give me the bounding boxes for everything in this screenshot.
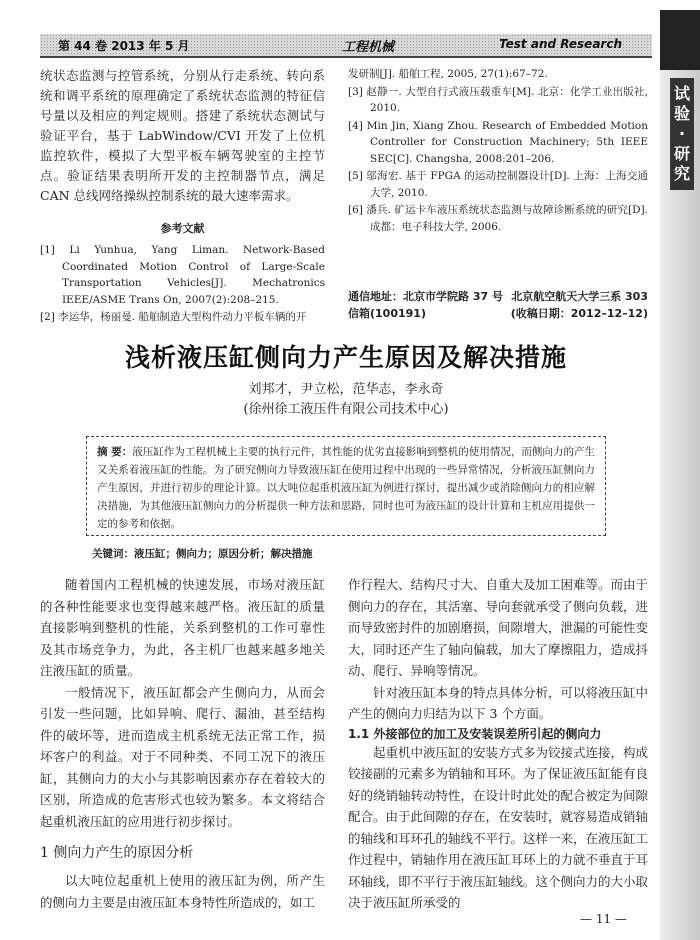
references-title: 参考文献 [160, 222, 205, 235]
journal-logo: 工程机械 [342, 40, 395, 55]
side-tab-top-block [660, 10, 700, 70]
article-title: 浅析液压缸侧向力产生原因及解决措施 [124, 343, 567, 372]
side-label-char: 研 [673, 144, 690, 163]
author-names: 刘邦才，尹立松，范华志，李永奇 [248, 382, 444, 397]
section-name: Test and Research [499, 37, 622, 51]
running-header [40, 34, 652, 58]
keywords: 关键词：液压缸；侧向力；原因分析；解决措施 [92, 548, 313, 560]
side-label-char: 究 [673, 164, 690, 183]
reference-item: [4] Min Jin, Xiang Zhou. Research of Embedded Motion Controller for Construction Machinery; 5th IEEE SEC[C]. Changsha, 2008:201–206. [348, 119, 648, 165]
article-byline [40, 380, 652, 420]
abstract-label: 摘 要： [97, 446, 133, 458]
correspondence-address [348, 288, 648, 322]
address-line: 通信地址：北京市学院路 37 号 [348, 290, 503, 303]
previous-article-conclusion: 统状态监测与控管系统，分别从行走系统、转向系统和调平系统的原理确定了系统状态监测的特征信号量以及相应的判定规则。搭建了系统状态测试与验证平台，基于 LabWindow/CVI 开发了上位机监控软件，模拟了大型平板车辆驾驶室的主控节点。验证结果表明所开发的主控制器节点，满足 CAN 总线网络操纵控制系统的最大速率需求。 [40, 68, 325, 203]
body-paragraph: 起重机中液压缸的安装方式多为铰接式连接，构成铰接副的元素多为销轴和耳环。为了保证液压缸能有良好的绕销轴转动特性，在设计时此处的配合被定为间隙配合。由于此间隙的存在，在安装时，就容易造成销轴的轴线和耳环孔的轴线不平行。这样一来，在液压缸工作过程中，销轴作用在液压缸耳环上的力就不垂直于耳环轴线，即不平行于液压缸轴线。这个侧向力的大小取决于液压缸所承受的 [348, 744, 649, 910]
page-number: — 11 — [580, 912, 627, 926]
body-paragraph: 作行程大、结构尺寸大、自重大及加工困难等。而由于侧向力的存在，其活塞、导向套就承受了侧向负载，进而导致密封件的加剧磨损，间隙增大，泄漏的可能性变大，同时还产生了轴向偏载，加大了摩擦阻力，造成抖动、爬行、异响等情况。 [348, 577, 649, 678]
section-heading: 1 侧向力产生的原因分析 [40, 845, 194, 861]
address-line: 北京航空航天大学三系 303 [511, 290, 648, 303]
received-date: (收稿日期：2012–12–12) [510, 307, 648, 320]
reference-item: 发研制[J]. 船舶工程, 2005, 27(1):67–72. [348, 68, 548, 80]
abstract-text: 液压缸作为工程机械上主要的执行元件，其性能的优劣直接影响到整机的使用情况，而侧向力的产生又关系着液压缸的性能。为了研究侧向力导致液压缸在使用过程中出现的一些异常情况，分析液压缸侧向力产生原因，并进行初步的理论计算。以大吨位起重机液压缸为例进行探讨，提出减少或消除侧向力的相应解决措施，为其他液压缸侧向力的分析提供一种方法和思路，同时也可为液压缸的设计计算和主机应用提供一定的参考和依据。 [97, 446, 596, 530]
side-label-char: 验 [673, 104, 690, 123]
reference-item: [3] 赵静一. 大型自行式液压载重车[M]. 北京：化学工业出版社, 2010. [348, 85, 648, 114]
side-label-char: 试 [673, 84, 690, 103]
body-paragraph: 随着国内工程机械的快速发展，市场对液压缸的各种性能要求也变得越来越严格。液压缸的质量直接影响到整机的性能，关系到整机的工作可靠性及其市场竞争力，为此，各主机厂也越来越多地关注液压缸的质量。 [40, 577, 325, 678]
section-side-label [670, 78, 694, 190]
previous-article-left-column [40, 66, 325, 327]
subsection-heading: 1.1 外接部位的加工及安装误差所引起的侧向力 [348, 726, 602, 741]
previous-article-right-column [348, 66, 648, 236]
body-paragraph: 一般情况下，液压缸都会产生侧向力，从而会引发一些问题，比如异响、爬行、漏油，甚至结构件的破坏等，进而造成主机系统无法正常工作，损坏客户的利益。对于不同种类、不同工况下的液压缸，其侧向力的大小与其影响因素亦存在着较大的区别，所造成的危害形式也较为繁多。本文将结合起重机液压缸的应用进行初步探讨。 [40, 684, 325, 829]
body-paragraph: 以大吨位起重机上使用的液压缸为例，所产生的侧向力主要是由液压缸本身特性所造成的，如工 [40, 873, 325, 910]
reference-item: [1] Li Yunhua, Yang Liman. Network-Based Coordinated Motion Control of Large-Scale Transportation Vehicles[J]. Mechatronics IEEE/ASME Trans On, 2007(2):208–215. [40, 244, 325, 306]
author-affiliation: (徐州徐工液压件有限公司技术中心) [243, 402, 449, 417]
body-paragraph: 针对液压缸本身的特点具体分析，可以将液压缸中产生的侧向力归结为以下 3 个方面。 [348, 684, 649, 721]
reference-item: [5] 邬海宏. 基于 FPGA 的运动控制器设计[D]. 上海：上海交通大学, 2010. [348, 170, 648, 199]
reference-item: [2] 李运华，杨丽曼. 船舶制造大型构件动力平板车辆的开 [40, 311, 307, 323]
address-line: 信箱(100191) [348, 307, 426, 320]
side-label-char: · [678, 124, 686, 143]
body-left-column [40, 574, 325, 913]
body-right-column [348, 574, 648, 914]
issue-info: 第 44 卷 2013 年 5 月 [58, 39, 190, 53]
abstract-box [86, 436, 606, 536]
reference-item: [6] 潘兵. 矿运卡车液压系统状态监测与故障诊断系统的研究[D]. 成都：电子科技大学, 2006. [348, 204, 648, 233]
